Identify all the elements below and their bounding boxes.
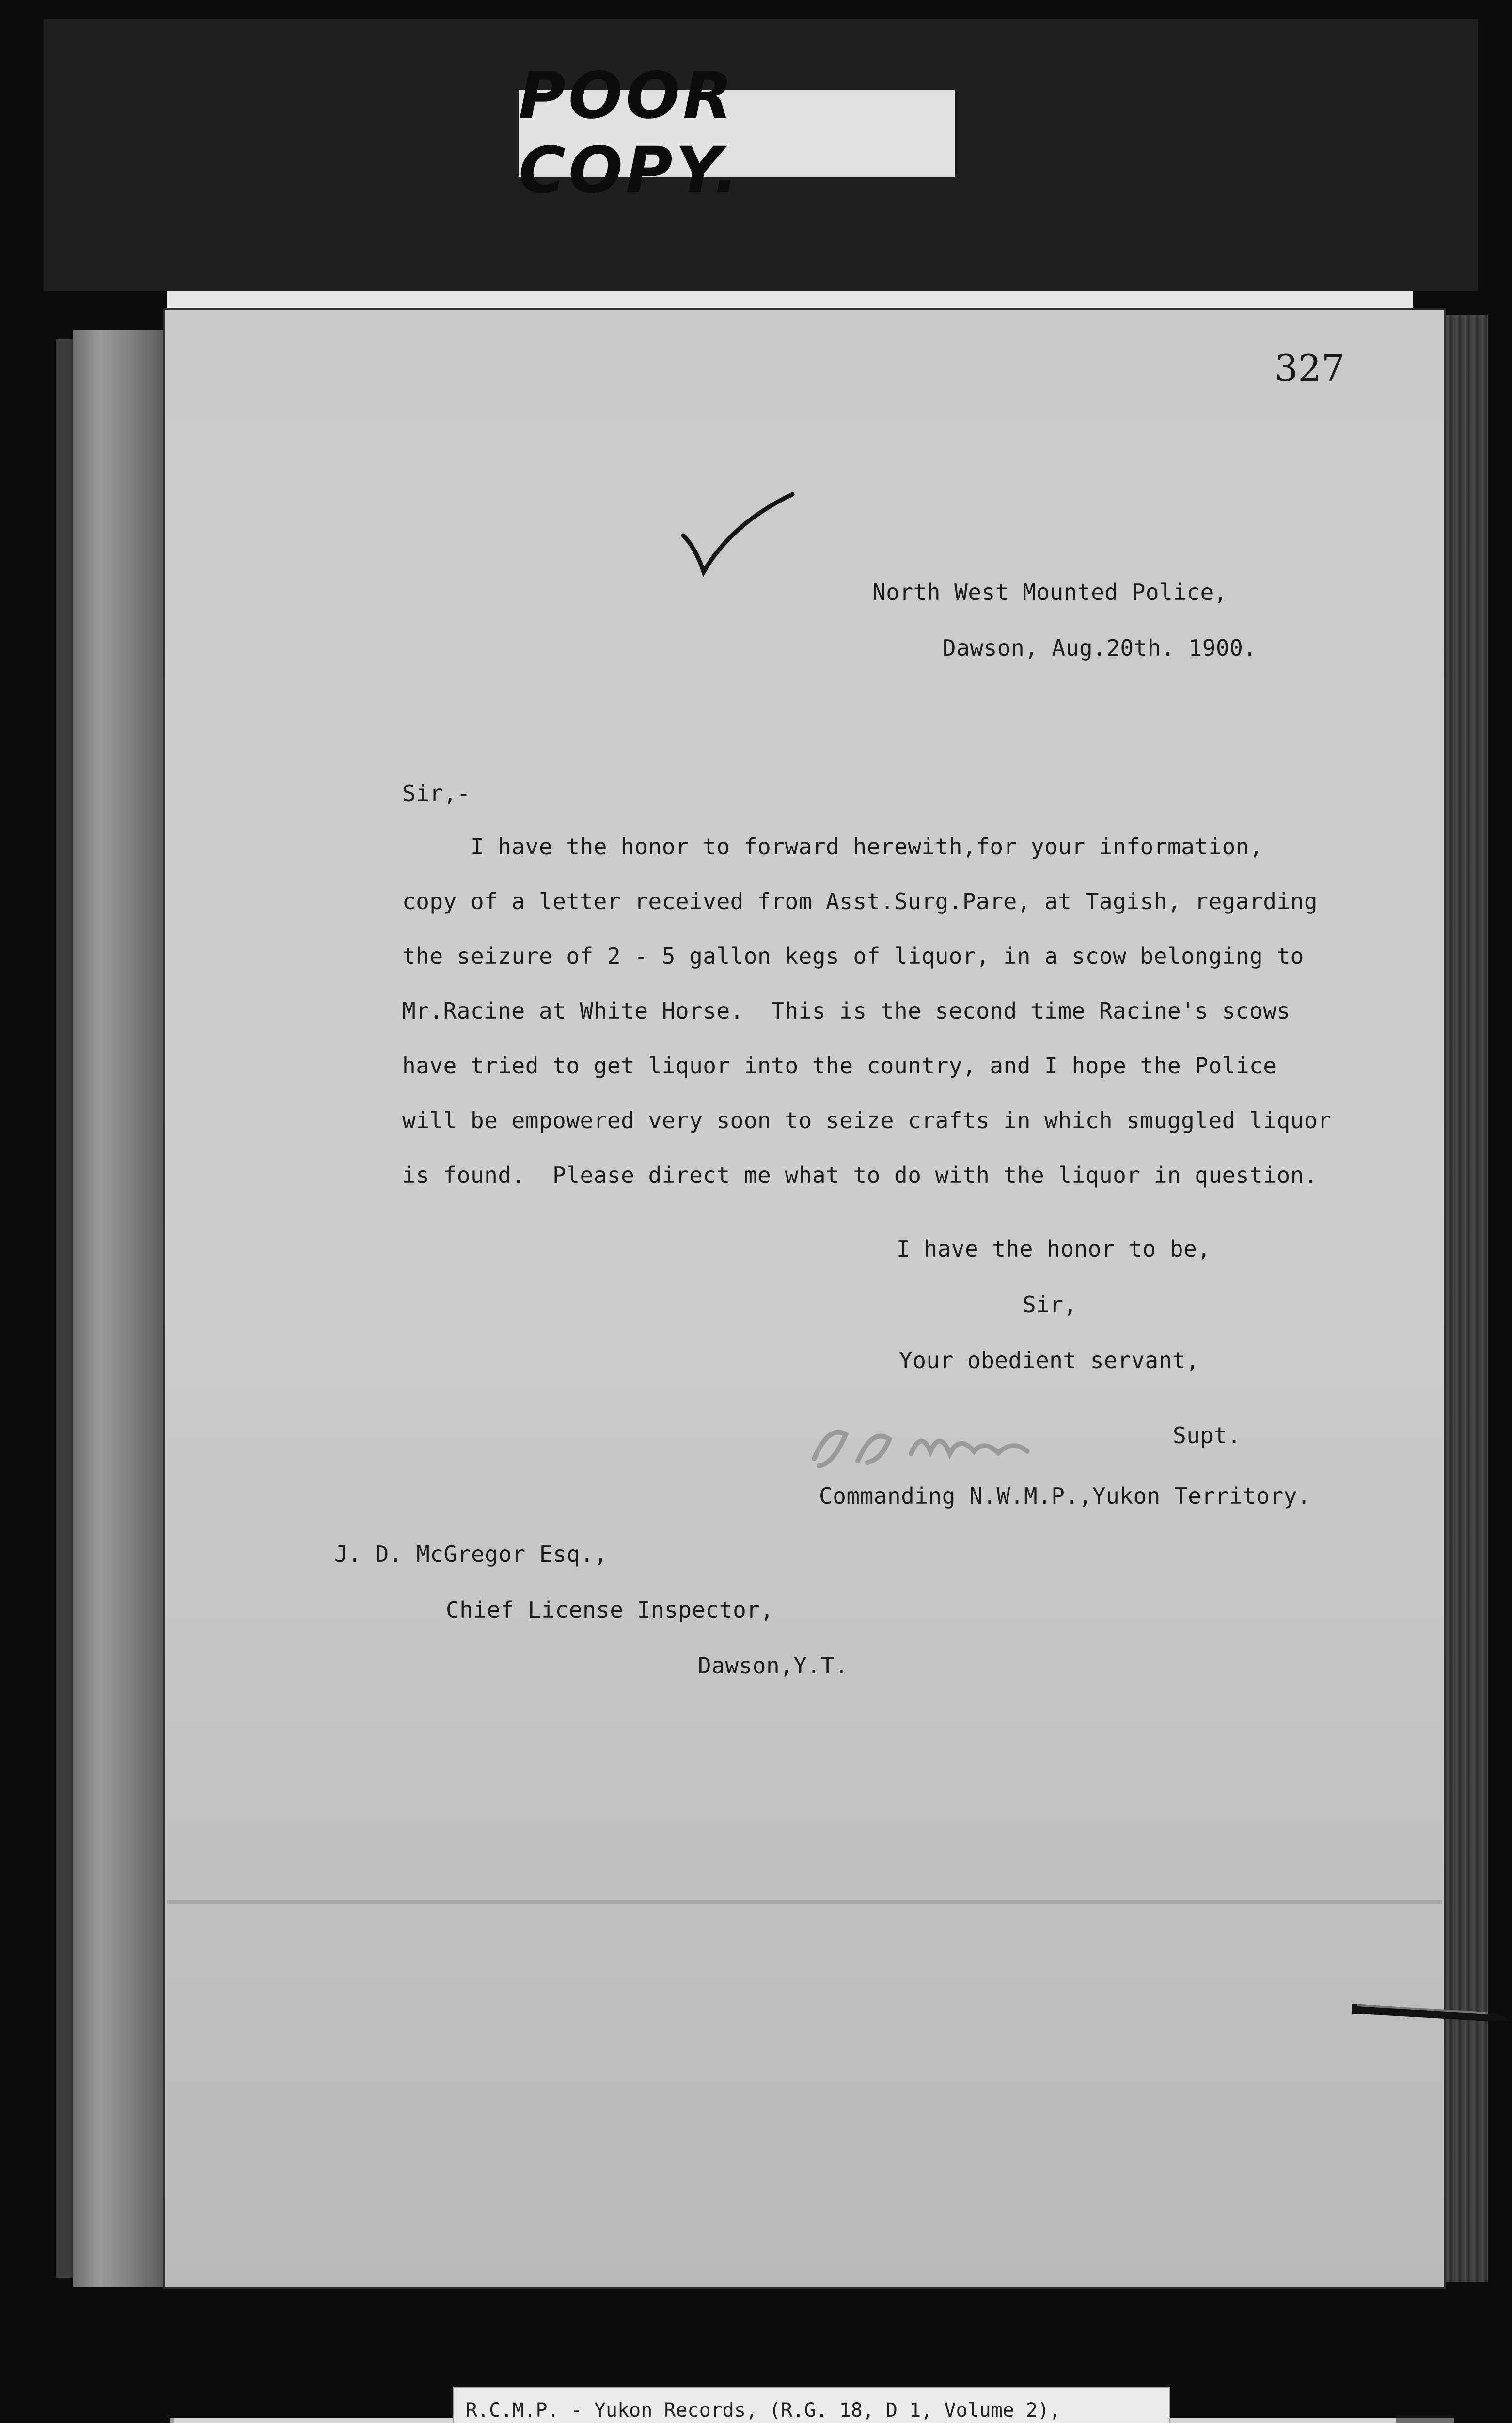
addressee-name: J. D. McGregor Esq.,: [334, 1541, 608, 1567]
closing-line: I have the honor to be,: [897, 1236, 1211, 1262]
left-page-shadow: [56, 339, 75, 2278]
letterhead-date: Dawson, Aug.20th. 1900.: [943, 635, 1257, 661]
left-page-stack: [73, 330, 165, 2287]
letterhead-organization: North West Mounted Police,: [872, 579, 1228, 605]
closing-line: Sir,: [1023, 1291, 1077, 1318]
signature-title: Supt.: [1173, 1422, 1241, 1448]
poor-copy-label: POOR COPY.: [519, 90, 955, 177]
body-line: Mr.Racine at White Horse. This is the second time Racine's scows: [402, 998, 1291, 1024]
pen-icon: [1352, 1992, 1512, 2026]
signature-command: Commanding N.W.M.P.,Yukon Territory.: [819, 1483, 1311, 1509]
record-reference-label: [453, 2387, 1170, 2423]
page-fold-line: [167, 1900, 1442, 1904]
handwritten-signature: [800, 1405, 1042, 1478]
addressee-location: Dawson,Y.T.: [698, 1652, 849, 1679]
body-line: have tried to get liquor into the country, and I hope the Police: [402, 1053, 1277, 1079]
body-line: is found. Please direct me what to do with the liquor in question.: [402, 1162, 1318, 1188]
page-number: 327: [1275, 346, 1345, 390]
checkmark-icon: [674, 489, 800, 586]
body-line: copy of a letter received from Asst.Surg.Pare, at Tagish, regarding: [402, 888, 1318, 914]
body-line: the seizure of 2 - 5 gallon kegs of liquor, in a scow belonging to: [402, 943, 1304, 969]
body-line: I have the honor to forward herewith,for your information,: [402, 834, 1263, 860]
card-right-edge: [1396, 2418, 1454, 2423]
letter-page: [165, 310, 1444, 2287]
addressee-title: Chief License Inspector,: [446, 1597, 774, 1623]
closing-line: Your obedient servant,: [899, 1347, 1200, 1373]
salutation: Sir,-: [402, 780, 471, 806]
body-line: will be empowered very soon to seize crafts in which smuggled liquor: [402, 1107, 1332, 1133]
reference-line: R.C.M.P. - Yukon Records, (R.G. 18, D 1, Volume 2),: [466, 2399, 1061, 2422]
